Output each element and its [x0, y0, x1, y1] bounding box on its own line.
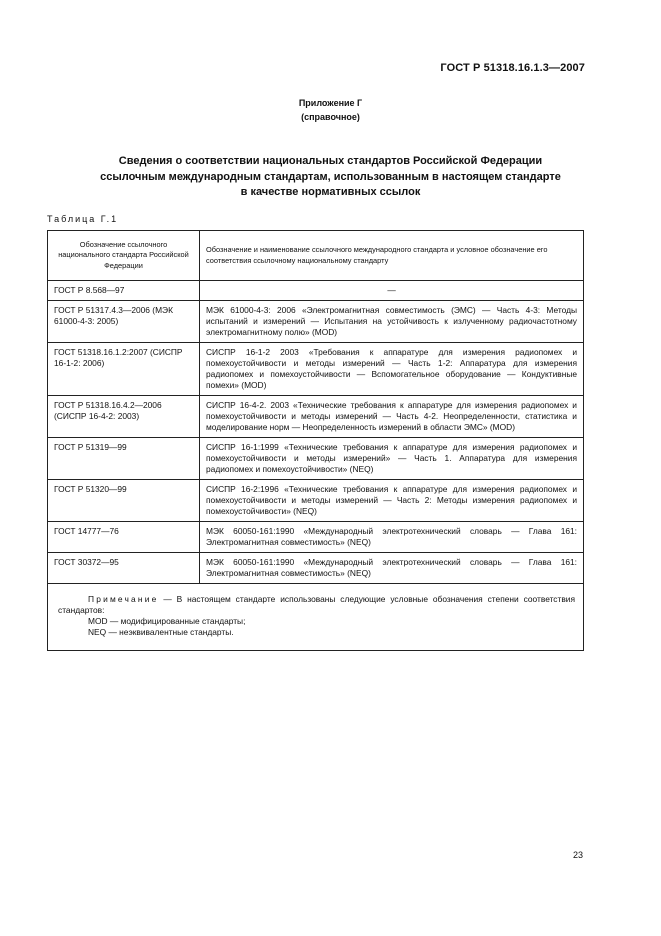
note-item: MOD — модифицированные стандарты; [88, 616, 246, 626]
title-line-1: Сведения о соответствии национальных стандартов Российской Федерации [118, 155, 543, 167]
national-standard-cell: ГОСТ 30372—95 [48, 553, 200, 584]
table-row [48, 281, 584, 301]
table-row [48, 522, 584, 553]
appendix-heading [0, 96, 661, 124]
table-row [48, 438, 584, 480]
table-row [48, 343, 584, 396]
table-caption: Таблица Г.1 [47, 214, 119, 224]
note-text: — В настоящем стандарте использованы следующие условные обозначения степени соответствия стандартов: [58, 594, 575, 615]
national-standard-cell: ГОСТ Р 8.568—97 [48, 281, 200, 301]
page-number: 23 [572, 850, 583, 860]
international-standard-cell: СИСПР 16-1:1999 «Технические требования к аппаратуре для измерения радиопомех и помехоустойчивости и методы измерений» — Часть 1. Аппаратура для измерения радиопомех и помехоустойчивости» (NEQ) [200, 438, 584, 480]
international-standard-cell: СИСПР 16-1-2 2003 «Требования к аппаратуре для измерения радиопомех и помехоустойчивости и методы измерений — Часть 1-2: Аппаратура для измерения радиопомех и помехоустойчивости — Вспомогательное оборудование — Кондуктивные помехи» (MOD) [200, 343, 584, 396]
table-header-row [48, 231, 584, 281]
standard-code: ГОСТ Р 51318.16.1.3—2007 [440, 62, 585, 74]
national-standard-cell: ГОСТ 14777—76 [48, 522, 200, 553]
table-row [48, 396, 584, 438]
international-standard-cell: — [200, 281, 584, 301]
national-standard-cell: ГОСТ Р 51319—99 [48, 438, 200, 480]
international-standard-cell: СИСПР 16-4-2. 2003 «Технические требования к аппаратуре для измерения радиопомех и помехоустойчивости и методы измерений — Часть 4-2. Неопределенности, статистика и моделирование норм — Неопределенность измерений в области ЭМС» (MOD) [200, 396, 584, 438]
reference-table [47, 230, 584, 651]
national-standard-cell: ГОСТ Р 51320—99 [48, 480, 200, 522]
title-line-3: в качестве нормативных ссылок [240, 186, 421, 198]
appendix-label: Приложение Г [298, 98, 363, 108]
note-label: Примечание [88, 594, 159, 604]
column-header-national: Обозначение ссылочного национального стандарта Российской Федерации [48, 231, 200, 281]
note-item: NEQ — неэквивалентные стандарты. [88, 627, 234, 637]
title-line-2: ссылочным международным стандартам, использованным в настоящем стандарте [100, 170, 561, 183]
national-standard-cell: ГОСТ 51318.16.1.2:2007 (СИСПР 16-1-2: 2006) [48, 343, 200, 396]
column-header-international: Обозначение и наименование ссылочного международного стандарта и условное обозначение его соответствия ссылочному национальному стандарту [200, 231, 584, 281]
international-standard-cell: СИСПР 16-2:1996 «Технические требования к аппаратуре для измерения радиопомех и помехоустойчивости и методы измерений — Часть 2: Методы измерения радиопомех и помехоустойчивости» (NEQ) [200, 480, 584, 522]
international-standard-cell: МЭК 60050-161:1990 «Международный электротехнический словарь — Глава 161: Электромагнитная совместимость» (NEQ) [200, 553, 584, 584]
note-paragraph [58, 594, 575, 616]
table-row [48, 553, 584, 584]
table-row [48, 480, 584, 522]
document-title [0, 154, 661, 201]
table-note [48, 584, 584, 651]
international-standard-cell: МЭК 60050-161:1990 «Международный электротехнический словарь — Глава 161: Электромагнитная совместимость» (NEQ) [200, 522, 584, 553]
international-standard-cell: МЭК 61000-4-3: 2006 «Электромагнитная совместимость (ЭМС) — Часть 4-3: Методы испытаний и измерений — Испытания на устойчивость к излученному радиочастотному электромагнитному полю» (MOD) [200, 301, 584, 343]
national-standard-cell: ГОСТ Р 51318.16.4.2—2006 (СИСПР 16-4-2: 2003) [48, 396, 200, 438]
appendix-type: (справочное) [301, 112, 360, 122]
table-note-row [48, 584, 584, 651]
table-row [48, 301, 584, 343]
national-standard-cell: ГОСТ Р 51317.4.3—2006 (МЭК 61000-4-3: 2005) [48, 301, 200, 343]
